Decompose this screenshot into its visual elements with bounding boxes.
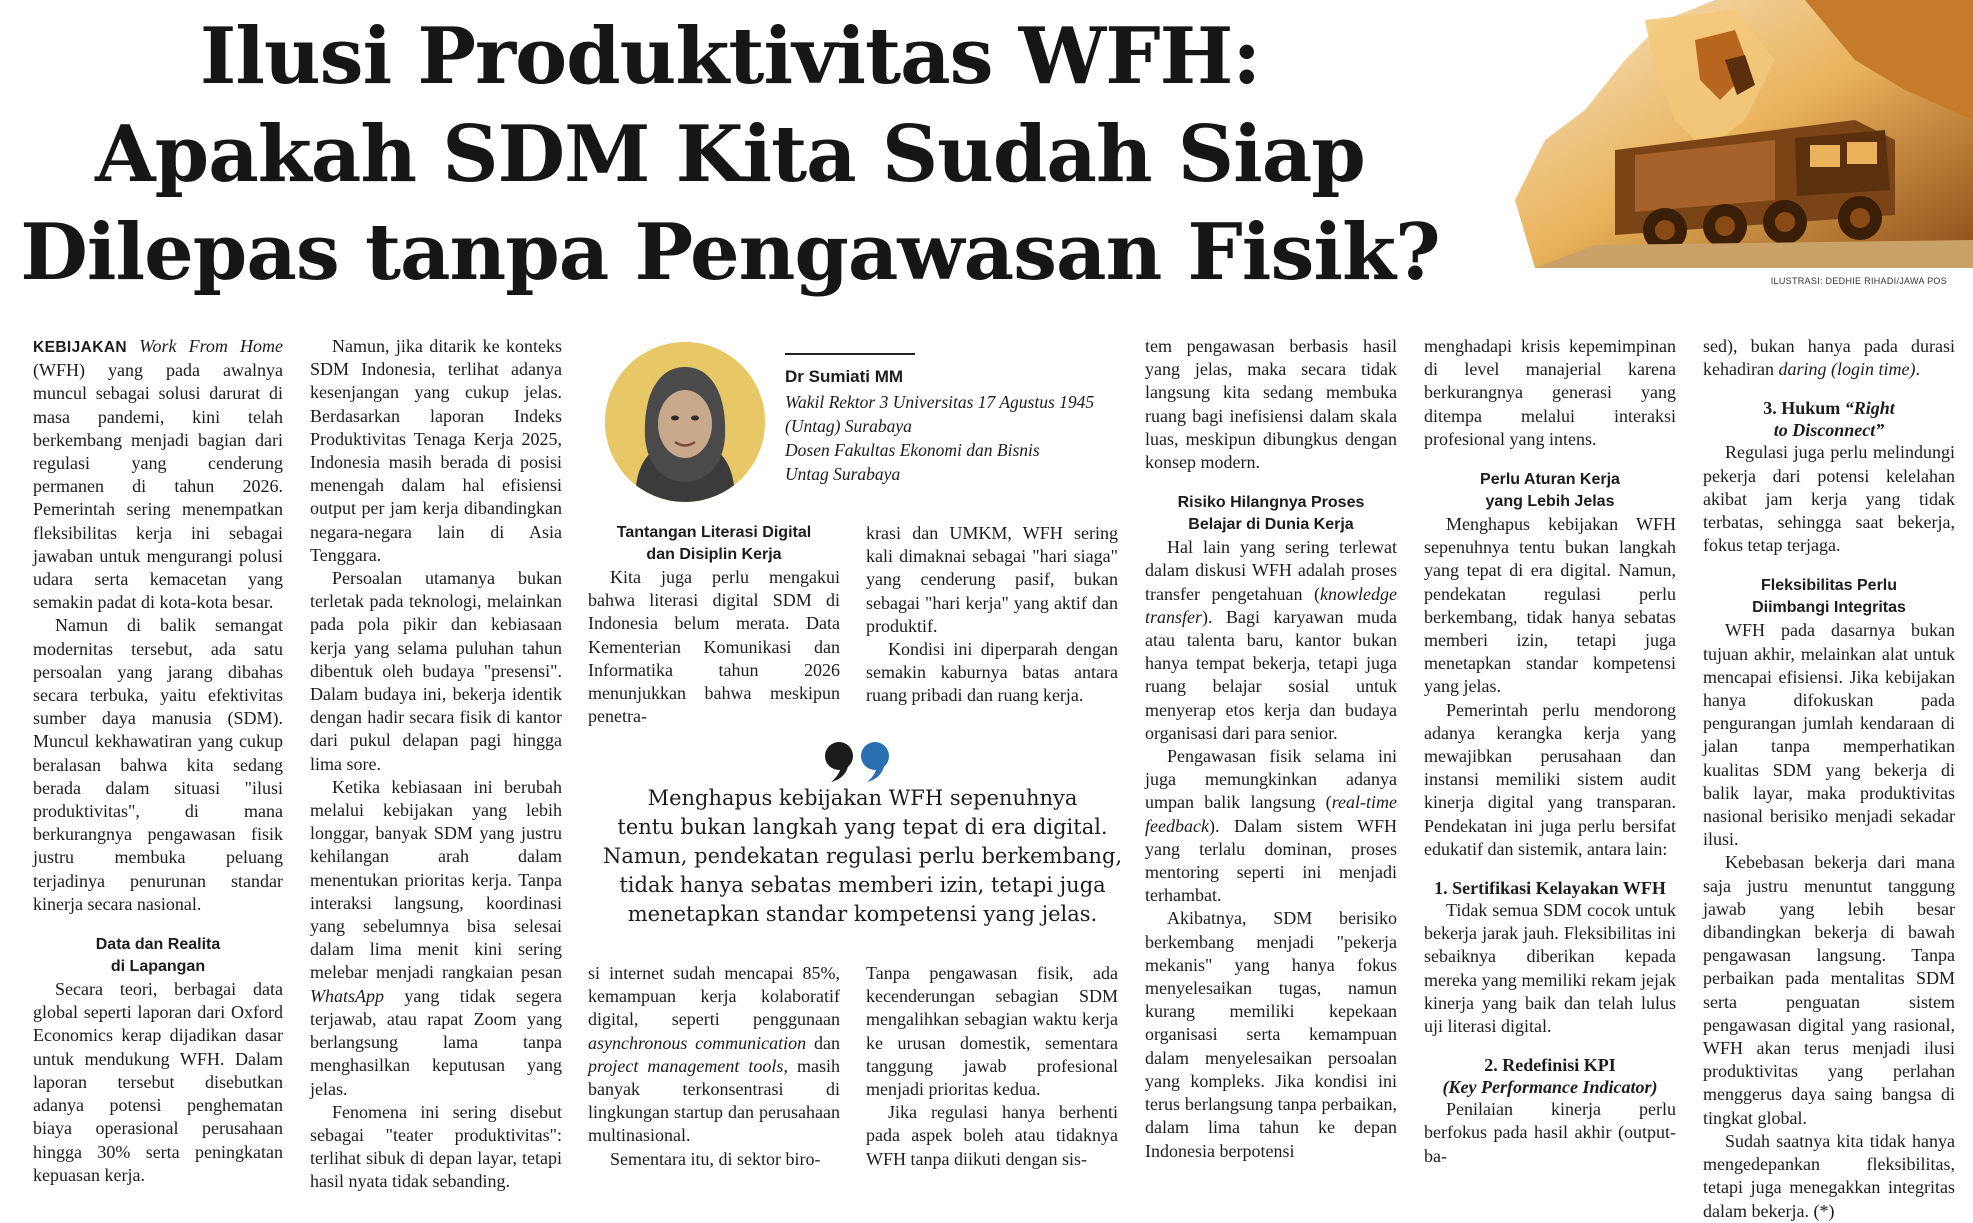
paragraph: WFH pada dasarnya bukan tujuan akhir, melainkan alat untuk mencapai efisiensi. Jika kebijakan hanya difokuskan pada pengurangan jumlah kendaraan di jalan tanpa memperhatikan kualitas SDM yang bekerja di balik layar, maka produktivitas nasional berisiko menjadi sekadar ilusi. bbox=[1703, 620, 1955, 850]
paragraph: Pemerintah perlu mendorong adanya kerangka kerja yang mewajibkan perusahaan dan instansi memiliki sistem audit kinerja digital yang transparan. Pendekatan ini juga perlu bersifat edukatif dan sistemik, antara lain: bbox=[1424, 699, 1676, 859]
column-7 bbox=[1703, 335, 1955, 1223]
italic-term: Work From Home bbox=[139, 336, 284, 356]
subheading-line: Tantangan Literasi Digital bbox=[616, 524, 812, 541]
numbered-heading bbox=[1424, 1054, 1676, 1098]
headline bbox=[0, 8, 1460, 302]
author-title-line: Untag Surabaya bbox=[785, 464, 901, 484]
paragraph: Menghapus kebijakan WFH sepenuhnya tentu bukan langkah yang tepat di era digital. Namun, pendekatan regulasi perlu berkembang, tidak hanya sebatas memberi izin, tetapi juga menetapkan standar kompetensi yang jelas. bbox=[1424, 514, 1676, 697]
paragraph: Fenomena ini sering disebut sebagai "teater produktivitas": terlihat sibuk di depan layar, tetapi hasil nyata tidak sebanding. bbox=[310, 1101, 562, 1192]
column-2 bbox=[310, 335, 562, 1194]
paragraph: Sementara itu, di sektor biro- bbox=[610, 1148, 821, 1169]
paragraph: Sudah saatnya kita tidak hanya mengedepankan fleksibilitas, tetapi juga menegakkan integritas dalam bekerja. (*) bbox=[1703, 1130, 1955, 1221]
pull-quote-line: menetapkan standar kompetensi yang jelas. bbox=[627, 902, 1098, 926]
subheading-line: Perlu Aturan Kerja bbox=[1480, 471, 1620, 489]
pull-quote-line: Menghapus kebijakan WFH sepenuhnya bbox=[647, 786, 1078, 810]
paragraph-text: ). Dalam sistem WFH yang terlalu dominan, proses mentoring seperti ini menjadi terhambat. bbox=[1145, 815, 1397, 906]
pull-quote-line: tentu bukan langkah yang tepat di era digital. bbox=[617, 815, 1108, 839]
illustration-credit: ILUSTRASI: DEDHIE RIHADI/JAWA POS bbox=[1770, 276, 1947, 286]
paragraph-text: si internet sudah mencapai 85%, kemampuan kerja kolaboratif digital, seperti penggunaan bbox=[588, 963, 840, 1030]
italic-term: asynchronous communication bbox=[588, 1032, 807, 1053]
pull-quote bbox=[585, 784, 1140, 929]
heading-line: (Key Performance Indicator) bbox=[1442, 1077, 1658, 1098]
paragraph: Kita juga perlu mengakui bahwa literasi digital SDM di Indonesia belum merata. Data Kementerian Komunikasi dan Informatika tahun 2026 menunjukkan bahwa meskipun penetra- bbox=[588, 567, 840, 727]
column-5 bbox=[1145, 335, 1397, 1163]
headline-line-1: Ilusi Produktivitas WFH: bbox=[199, 11, 1261, 102]
column-4-lower bbox=[866, 962, 1118, 1171]
truck-illustration bbox=[1475, 0, 1973, 268]
numbered-heading: 1. Sertifikasi Kelayakan WFH bbox=[1434, 878, 1666, 899]
column-3-upper bbox=[588, 522, 840, 728]
paragraph-text: (WFH) yang pada awalnya muncul sebagai solusi darurat di masa pandemi, kini telah berkembang menjadi bagian dari regulasi yang cenderung permanen di tahun 2026. Pemerintah sering menempatkan fleksibilitas kerja ini sebagai jawaban untuk mengurangi polusi udara serta kemacetan yang semakin padat di kota-kota besar. bbox=[33, 360, 283, 613]
paragraph: Secara teori, berbagai data global seperti laporan dari Oxford Economics kerap dijadikan dasar untuk mendukung WFH. Dalam laporan tersebut disebutkan adanya potensi penghematan biaya operasional perusahaan hingga 30% serta peningkatan kepuasan kerja. bbox=[33, 979, 283, 1185]
column-3-lower bbox=[588, 962, 840, 1171]
paragraph-text: Ketika kebiasaan ini berubah melalui kebijakan yang lebih longgar, banyak SDM yang justru kehilangan arah dalam menentukan prioritas kerja. Tanpa interaksi langsung, koordinasi yang sebelumnya bisa selesai dalam lima menit kini sering melebar menjadi rangkaian pesan bbox=[310, 776, 562, 983]
paragraph-text: , masih banyak terkonsentrasi di lingkungan startup dan perusahaan multinasional. bbox=[588, 1055, 840, 1146]
subheading bbox=[1145, 492, 1397, 536]
subheading bbox=[1703, 575, 1955, 619]
author-info bbox=[785, 364, 1094, 486]
subheading-line: Diimbangi Integritas bbox=[1752, 599, 1906, 617]
paragraph-text: ). Bagi karyawan muda atau talenta baru, kantor bukan hanya tempat bekerja, tetapi juga ruang belajar sosial untuk menyerap etos kerja dan budaya organisasi dari para senior. bbox=[1145, 606, 1397, 743]
paragraph bbox=[1145, 745, 1397, 907]
paragraph bbox=[588, 962, 840, 1148]
paragraph: Jika regulasi hanya berhenti pada aspek boleh atau tidaknya WFH tanpa diikuti dengan sis- bbox=[866, 1102, 1118, 1169]
paragraph-text: dan bbox=[814, 1032, 840, 1053]
paragraph: krasi dan UMKM, WFH sering kali dimaknai sebagai "hari siaga" yang cenderung pasif, bukan sebagai "hari kerja" yang aktif dan produktif. bbox=[866, 523, 1118, 636]
italic-term: project management tools bbox=[588, 1055, 784, 1076]
pull-quote-line: tidak hanya sebatas memberi izin, tetapi juga bbox=[619, 873, 1106, 897]
paragraph: Kebebasan bekerja dari mana saja justru menuntut tanggung jawab yang lebih besar dibandingkan bekerja di bawah pengawasan langsung. Tanpa perbaikan pada mentalitas SDM serta penguatan sistem pengawasan digital yang rasional, WFH akan terus menjadi ilusi produktivitas yang perlahan menggerus daya saing bangsa di tingkat global. bbox=[1703, 852, 1955, 1128]
paragraph: Namun di balik semangat modernitas tersebut, ada satu persoalan yang jarang dibahas secara terbuka, yaitu efektivitas sumber daya manusia (SDM). Muncul kekhawatiran yang cukup beralasan bahwa kita sedang berada dalam situasi "ilusi produktivitas", di mana berkurangnya pengawasan fisik justru membuka peluang terjadinya penurunan standar kinerja secara nasional. bbox=[33, 615, 283, 914]
paragraph bbox=[1145, 536, 1397, 745]
subheading-line: yang Lebih Jelas bbox=[1485, 493, 1615, 511]
paragraph: Kondisi ini diperparah dengan semakin kaburnya batas antara ruang pribadi dan ruang kerja. bbox=[866, 639, 1118, 706]
numbered-heading bbox=[1703, 397, 1955, 441]
heading-line: 3. Hukum bbox=[1763, 398, 1841, 419]
italic-term: daring (login time) bbox=[1778, 359, 1916, 380]
paragraph: menghadapi krisis kepemimpinan di level manajerial karena berkurangnya generasi yang ditempa melalui interaksi profesional yang intens. bbox=[1424, 336, 1676, 449]
paragraph: Namun, jika ditarik ke konteks SDM Indonesia, terlihat adanya kesenjangan yang cukup jelas. Berdasarkan laporan Indeks Produktivitas Tenaga Kerja 2025, Indonesia masih berada di posisi menengah dalam hal efisiensi output per jam kerja dibandingkan negara-negara lain di Asia Tenggara. bbox=[310, 336, 562, 565]
paragraph: Tanpa pengawasan fisik, ada kecenderungan sebagian SDM mengalihkan sebagian waktu kerja ke urusan domestik, sementara tanggung jawab profesional menjadi prioritas kedua. bbox=[866, 963, 1118, 1100]
paragraph: tem pengawasan berbasis hasil yang jelas, maka secara tidak langsung kita sedang membuka ruang bagi inefisiensi dalam skala luas, meskipun dibungkus dengan konsep modern. bbox=[1145, 336, 1397, 473]
heading-line: 2. Redefinisi KPI bbox=[1484, 1055, 1616, 1076]
author-title-line: Dosen Fakultas Ekonomi dan Bisnis bbox=[785, 440, 1040, 460]
paragraph bbox=[1703, 335, 1955, 381]
pull-quote-line: Namun, pendekatan regulasi perlu berkembang, bbox=[602, 844, 1123, 868]
paragraph: Regulasi juga perlu melindungi pekerja dari potensi kelelahan akibat jam kerja yang tidak terbatas, sehingga saat bekerja, fokus tetap terjaga. bbox=[1703, 442, 1955, 556]
paragraph-text: . bbox=[1915, 359, 1920, 380]
paragraph-text: Pengawasan fisik selama ini juga memungkinkan adanya umpan balik langsung ( bbox=[1145, 746, 1397, 813]
column-6 bbox=[1424, 335, 1676, 1168]
subheading-line: Data dan Realita bbox=[95, 936, 221, 954]
subheading-line: Fleksibilitas Perlu bbox=[1760, 577, 1898, 595]
author-name: Dr Sumiati MM bbox=[785, 367, 904, 386]
paragraph-text: sed), bukan hanya pada durasi kehadiran bbox=[1703, 336, 1955, 380]
heading-line: “Right bbox=[1844, 398, 1895, 419]
italic-term: real-time feedback bbox=[1145, 792, 1397, 836]
paragraph bbox=[310, 776, 562, 1101]
headline-line-3: Dilepas tanpa Pengawasan Fisik? bbox=[20, 207, 1440, 298]
subheading bbox=[1424, 469, 1676, 513]
paragraph: Persoalan utamanya bukan terletak pada teknologi, melainkan pada pola pikir dan kebiasaan kerja yang selama puluhan tahun dibentuk oleh budaya "presensi". Dalam budaya ini, bekerja identik dengan hadir secara fisik di kantor dari pukul delapan pagi hingga lima sore. bbox=[310, 568, 562, 774]
subheading-line: Risiko Hilangnya Proses bbox=[1177, 494, 1365, 512]
subheading bbox=[588, 522, 840, 566]
heading-line: to Disconnect” bbox=[1773, 420, 1885, 441]
quote-icon bbox=[823, 740, 895, 789]
author-title-line: (Untag) Surabaya bbox=[785, 416, 912, 436]
column-4-upper bbox=[866, 522, 1118, 708]
author-divider bbox=[785, 353, 915, 355]
paragraph: Penilaian kinerja perlu berfokus pada hasil akhir (output-ba- bbox=[1424, 1099, 1676, 1166]
paragraph-text: Hal lain yang sering terlewat dalam diskusi WFH adalah proses transfer pengetahuan ( bbox=[1145, 537, 1397, 604]
author-title-line: Wakil Rektor 3 Universitas 17 Agustus 1945 bbox=[785, 392, 1095, 412]
author-portrait bbox=[605, 342, 765, 502]
paragraph bbox=[33, 335, 283, 614]
paragraph: Akibatnya, SDM berisiko berkembang menjadi "pekerja mekanis" yang hanya fokus menyelesaikan tugas, namun kurang memiliki kepekaan organisasi serta kemampuan dalam menyelesaikan persoalan yang kompleks. Jika kondisi ini terus berlangsung tanpa perbaikan, dalam lima tahun ke depan Indonesia berpotensi bbox=[1145, 908, 1397, 1161]
subheading bbox=[33, 934, 283, 978]
italic-term: WhatsApp bbox=[310, 985, 384, 1006]
subheading-line: Belajar di Dunia Kerja bbox=[1188, 516, 1354, 534]
paragraph-text: yang tidak segera terjawab, atau rapat Zoom yang berlangsung lama tanpa menghasilkan keputusan yang jelas. bbox=[310, 985, 563, 1099]
column-1 bbox=[33, 335, 283, 1187]
subheading-line: dan Disiplin Kerja bbox=[646, 546, 782, 563]
italic-term: knowledge transfer bbox=[1145, 583, 1397, 627]
subheading-line: di Lapangan bbox=[110, 958, 206, 976]
headline-line-2: Apakah SDM Kita Sudah Siap bbox=[95, 109, 1365, 200]
paragraph: Tidak semua SDM cocok untuk bekerja jarak jauh. Fleksibilitas ini sebaiknya diberikan kepada mereka yang memiliki rekam jejak kinerja yang baik dan telah lulus uji literasi digital. bbox=[1424, 900, 1676, 1037]
lead-word: KEBIJAKAN bbox=[33, 339, 128, 356]
